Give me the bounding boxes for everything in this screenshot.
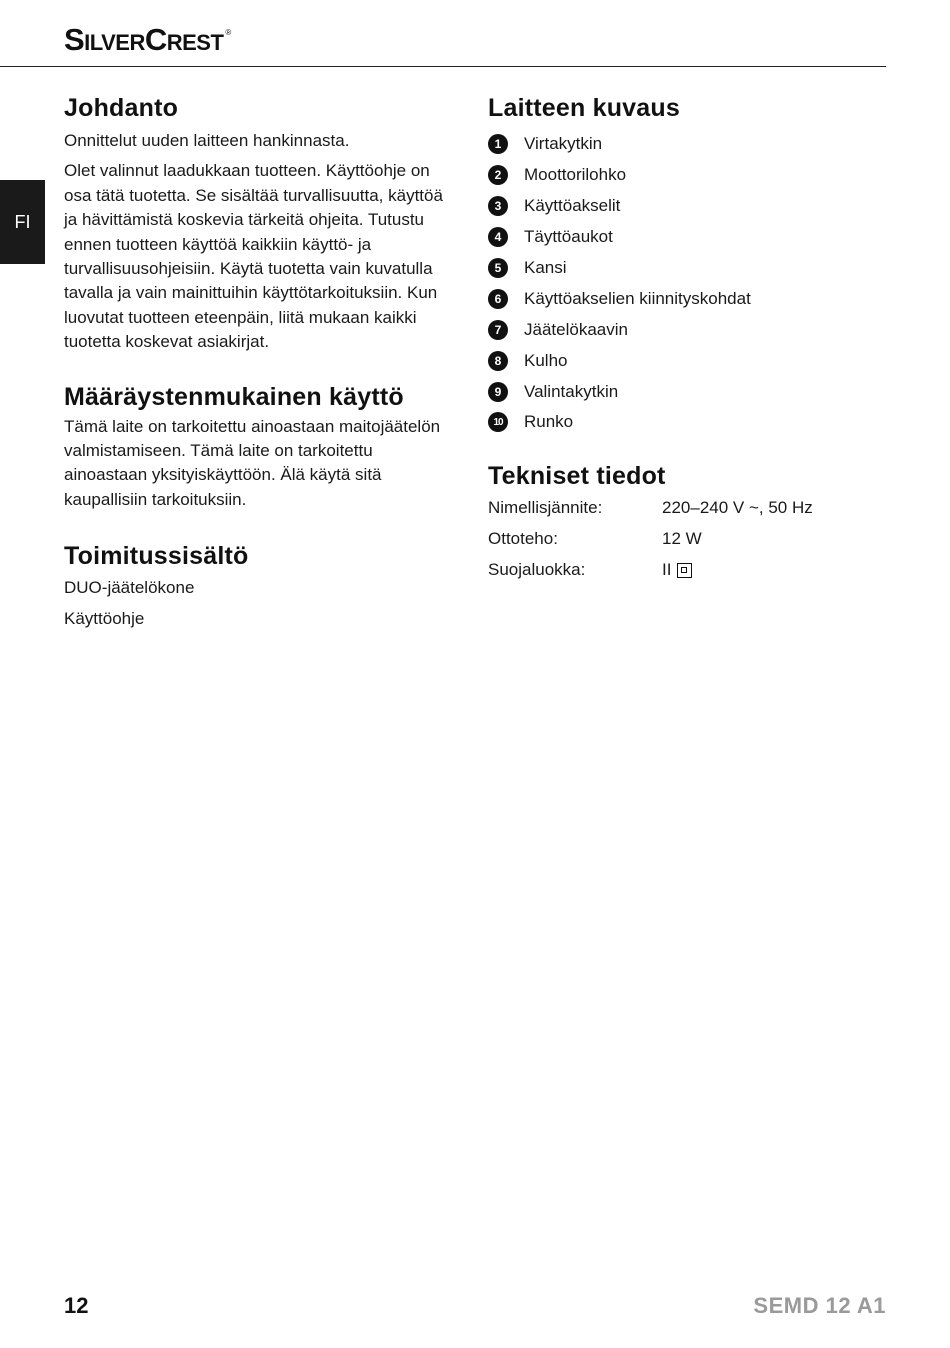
part-number-badge: 6 (488, 289, 508, 309)
intended-use-heading: Määräystenmukainen käyttö (64, 382, 404, 411)
tech-row (488, 493, 888, 524)
part-item (488, 160, 888, 191)
tech-row (488, 524, 888, 555)
part-label: Kansi (524, 258, 567, 277)
part-number-badge: 3 (488, 196, 508, 216)
part-label: Käyttöakselit (524, 196, 621, 216)
part-number-badge: 4 (488, 227, 508, 247)
protection-class-ii-icon (677, 563, 692, 578)
tech-table (488, 493, 888, 586)
tech-value: II (662, 560, 672, 580)
description-section (488, 92, 888, 438)
intro-paragraph-1: Onnittelut uuden laitteen hankinnasta. (64, 131, 350, 150)
brand-logo-part2: Crest (144, 22, 224, 57)
brand-logo-part1: Silver (64, 22, 145, 57)
intro-heading: Johdanto (64, 94, 179, 122)
delivery-item: Käyttöohje (64, 608, 145, 628)
registered-mark: ® (225, 28, 231, 37)
part-number-badge: 10 (488, 412, 508, 432)
page-number: 12 (64, 1293, 89, 1318)
protection-class-value (662, 560, 692, 580)
model-number: SEMD 12 A1 (753, 1293, 886, 1318)
part-label: Runko (524, 412, 574, 432)
tech-value: 220–240 V ~, 50 Hz (662, 498, 813, 518)
language-tab: FI (0, 180, 45, 264)
part-item (488, 253, 888, 284)
part-number-badge: 2 (488, 165, 508, 185)
tech-section (488, 460, 888, 586)
part-number-badge: 8 (488, 351, 508, 371)
description-heading: Laitteen kuvaus (488, 94, 680, 122)
part-label: Valintakytkin (524, 381, 619, 401)
delivery-section (64, 540, 459, 631)
part-label: Virtakytkin (524, 134, 603, 154)
part-number-badge: 5 (488, 258, 508, 278)
delivery-item: DUO-jäätelökone (64, 578, 195, 598)
part-item (488, 129, 888, 160)
left-column (64, 92, 459, 631)
part-item (488, 222, 888, 253)
delivery-heading: Toimitussisältö (64, 542, 249, 571)
intended-use-section (64, 381, 459, 513)
part-number-badge: 7 (488, 320, 508, 340)
part-item (488, 376, 888, 407)
part-item (488, 407, 888, 438)
part-item (488, 191, 888, 222)
part-label: Moottorilohko (524, 165, 627, 185)
part-item (488, 283, 888, 314)
part-item (488, 345, 888, 376)
tech-key: Nimellisjännite: (488, 498, 603, 518)
part-item (488, 314, 888, 345)
part-label: Jäätelökaavin (524, 319, 628, 339)
part-number-badge: 9 (488, 382, 508, 402)
parts-list (488, 129, 888, 438)
tech-key: Ottoteho: (488, 529, 558, 549)
intro-paragraph-2: Olet valinnut laadukkaan tuotteen. Käyttöohje on osa tätä tuotetta. Se sisältää turvallisuutta, käyttöä ja hävittämistä koskevia tärkeitä ohjeita. Tutustu ennen tuotteen käyttöä kaikkiin käyttö- ja turvallisuusohjeisiin. Käytä tuotetta vain kuvatulla tavalla ja vain mainittuihin käyttötarkoituksiin. Kun luovutat tuotteen eteenpäin, liitä mukaan kaikki tuotetta koskevat asiakirjat. (64, 161, 443, 352)
part-label: Kulho (524, 350, 568, 370)
part-label: Käyttöakselien kiinnityskohdat (524, 288, 751, 308)
right-column (488, 92, 888, 586)
intro-section (64, 92, 459, 355)
part-label: Täyttöaukot (524, 227, 613, 247)
tech-value: 12 W (662, 529, 702, 549)
header-divider (0, 66, 886, 67)
tech-row (488, 555, 888, 586)
tech-key: Suojaluokka: (488, 560, 586, 580)
tech-heading: Tekniset tiedot (488, 461, 666, 490)
intended-use-text: Tämä laite on tarkoitettu ainoastaan maitojäätelön valmistamiseen. Tämä laite on tarkoitettu ainoastaan yksityiskäyttöön. Älä käytä sitä kaupallisiin tarkoituksiin. (64, 416, 441, 509)
part-number-badge: 1 (488, 134, 508, 154)
brand-logo (64, 22, 231, 58)
